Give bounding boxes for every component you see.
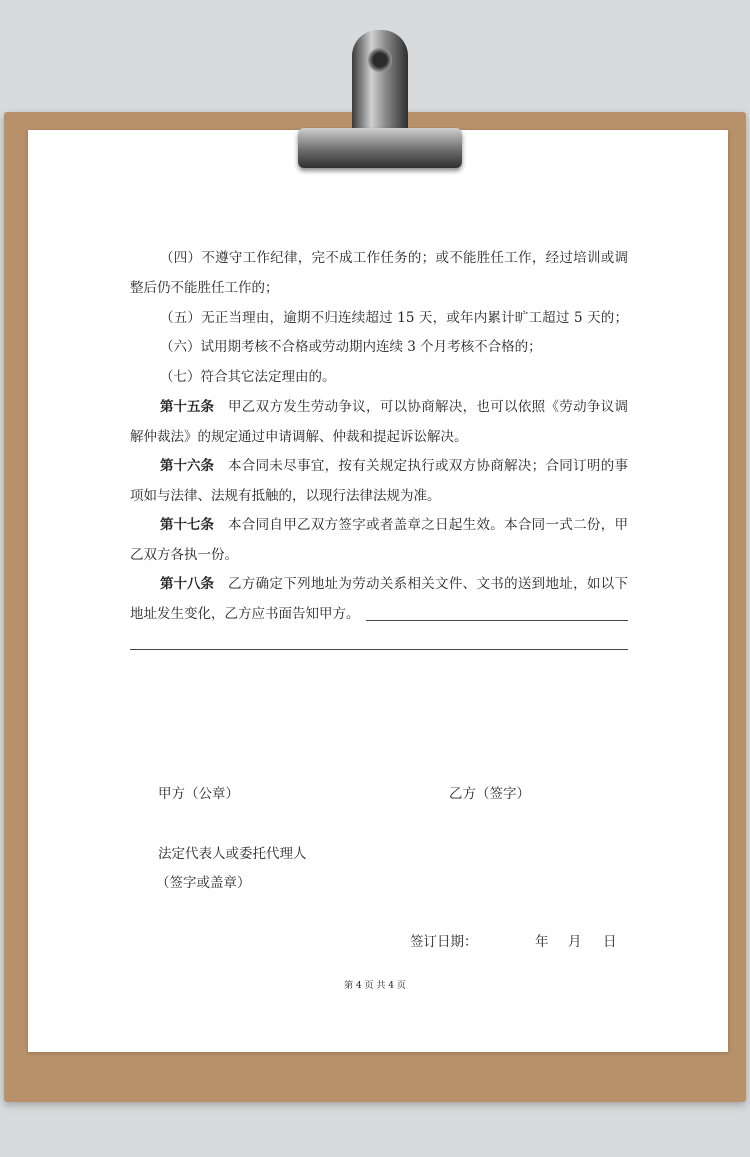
party-b-label: 乙方（签字）	[449, 786, 530, 802]
address-blank-line[interactable]	[366, 620, 628, 621]
article-18-cont: 地址发生变化，乙方应书面告知甲方。	[130, 606, 360, 622]
day-label: 日	[603, 934, 617, 950]
month-label: 月	[568, 934, 582, 950]
address-blank-line-2[interactable]	[130, 649, 628, 650]
article-text: 乙方确定下列地址为劳动关系相关文件、文书的送到地址，如以下	[228, 576, 628, 592]
article-title: 第十八条	[160, 576, 214, 592]
article-15-cont: 解仲裁法》的规定通过申请调解、仲裁和提起诉讼解决。	[130, 429, 468, 445]
article-text: 本合同自甲乙双方签字或者盖章之日起生效。本合同一式二份，甲	[228, 517, 628, 533]
article-title: 第十六条	[160, 458, 214, 474]
clip-hole	[368, 48, 392, 72]
clause-4-line2: 整后仍不能胜任工作的；	[130, 280, 279, 296]
article-16-cont: 项如与法律、法规有抵触的，以现行法律法规为准。	[130, 488, 441, 504]
article-16	[160, 456, 628, 476]
article-15	[160, 397, 628, 417]
article-17	[160, 515, 628, 535]
clause-4-line1: （四）不遵守工作纪律，完不成工作任务的；或不能胜任工作，经过培训或调	[160, 250, 628, 266]
clause-7: （七）符合其它法定理由的。	[160, 369, 336, 385]
clause-6: （六）试用期考核不合格或劳动期内连续 3 个月考核不合格的；	[160, 339, 542, 355]
article-text: 甲乙双方发生劳动争议，可以协商解决，也可以依照《劳动争议调	[228, 399, 628, 415]
date-label: 签订日期：	[410, 934, 478, 950]
article-text: 本合同未尽事宜，按有关规定执行或双方协商解决；合同订明的事	[228, 458, 628, 474]
party-a-label: 甲方（公章）	[158, 786, 239, 802]
article-title: 第十五条	[160, 399, 214, 415]
article-title: 第十七条	[160, 517, 214, 533]
clip-lever	[352, 30, 408, 138]
representative-label: 法定代表人或委托代理人	[158, 846, 307, 862]
year-label: 年	[535, 934, 549, 950]
article-18	[160, 574, 628, 594]
article-17-cont: 乙双方各执一份。	[130, 547, 238, 563]
page-number: 第 4 页 共 4 页	[344, 981, 406, 991]
clause-5: （五）无正当理由，逾期不归连续超过 15 天，或年内累计旷工超过 5 天的；	[160, 310, 628, 326]
sign-or-seal-label: （签字或盖章）	[156, 875, 251, 891]
clip-base	[298, 128, 462, 168]
